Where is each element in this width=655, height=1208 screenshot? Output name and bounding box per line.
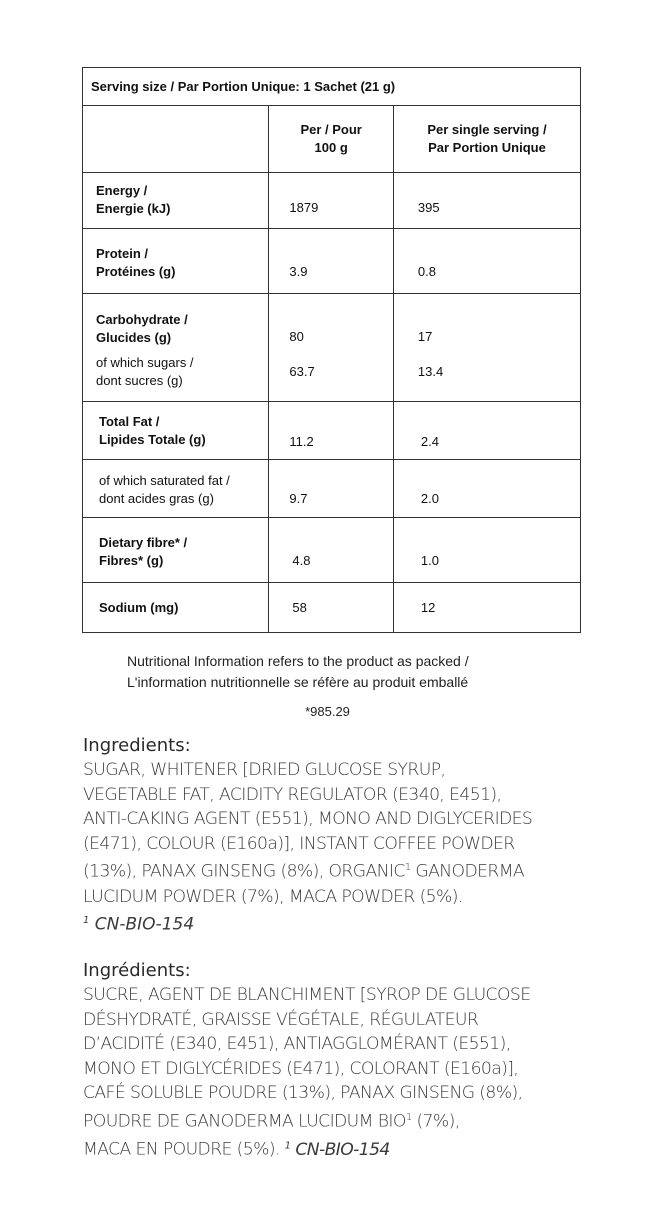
sugars-label-2: dont sucres (g) bbox=[96, 373, 183, 388]
fat-label-2: Lipides Totale (g) bbox=[99, 432, 206, 447]
notes-line-2: L'information nutritionnelle se réfère au produit emballé bbox=[127, 674, 469, 690]
ingredients-fr-note: CN-BIO-154 bbox=[295, 1140, 390, 1161]
table-row-total-fat bbox=[83, 402, 581, 460]
carbohydrate-label-1: Carbohydrate / bbox=[96, 312, 188, 327]
carbohydrate-serving-cell bbox=[393, 294, 580, 402]
protein-label-1: Protein / bbox=[96, 246, 149, 261]
energy-serving-cell bbox=[393, 173, 580, 229]
ingredients-fr-line-6b: (7%), bbox=[416, 1111, 460, 1132]
ingredients-en-line-5: (13%), PANAX GINSENG (8%), ORGANIC bbox=[83, 862, 405, 883]
nutrition-table bbox=[82, 67, 581, 633]
protein-per100-cell bbox=[269, 229, 394, 294]
blank-header-cell bbox=[83, 106, 269, 173]
ingredients-en-certification bbox=[83, 909, 623, 937]
satfat-per100-cell bbox=[269, 460, 394, 518]
satfat-per100-value: 9.7 bbox=[289, 491, 308, 506]
table-row-fibre bbox=[83, 518, 581, 583]
fat-per100-value: 11.2 bbox=[289, 434, 314, 449]
energy-serving-value: 395 bbox=[417, 200, 440, 215]
fat-label-cell bbox=[83, 402, 269, 460]
table-row-protein bbox=[83, 229, 581, 294]
ingredients-fr-bio-sup: 1 bbox=[405, 1111, 412, 1123]
ingredients-en-note: CN-BIO-154 bbox=[94, 914, 195, 935]
protein-label-2: Protéines (g) bbox=[96, 264, 176, 279]
satfat-serving-value: 2.0 bbox=[420, 491, 439, 506]
ingredients-en-line-5b: GANODERMA bbox=[415, 862, 525, 883]
ingredients-fr-title: Ingrédients: bbox=[83, 960, 191, 981]
fat-label-1: Total Fat / bbox=[99, 414, 160, 429]
nutrition-table-container bbox=[82, 67, 581, 633]
protein-per100-value: 3.9 bbox=[289, 264, 308, 279]
fat-serving-cell bbox=[393, 402, 580, 460]
satfat-label-2: dont acides gras (g) bbox=[99, 491, 214, 506]
satfat-label-cell bbox=[83, 460, 269, 518]
satfat-label-1: of which saturated fat / bbox=[99, 473, 230, 488]
ingredients-fr-note-sup: 1 bbox=[284, 1140, 291, 1152]
ingredients-fr-line-2: DÉSHYDRATÉ, GRAISSE VÉGÉTALE, RÉGULATEUR bbox=[83, 1009, 479, 1030]
energy-label-cell bbox=[83, 173, 269, 229]
notes-footnote: *985.29 bbox=[305, 704, 350, 719]
sodium-serving-cell bbox=[393, 583, 580, 633]
sugars-label-1: of which sugars / bbox=[96, 355, 194, 370]
nutrition-notes bbox=[0, 651, 655, 721]
energy-label-2: Energie (kJ) bbox=[96, 201, 171, 216]
table-row-saturated-fat bbox=[83, 460, 581, 518]
ingredients-fr-line-7: MACA EN POUDRE (5%). bbox=[83, 1140, 285, 1161]
sodium-per100-cell bbox=[269, 583, 394, 633]
energy-per100-cell bbox=[269, 173, 394, 229]
energy-per100-value: 1879 bbox=[289, 200, 319, 215]
sodium-label: Sodium (mg) bbox=[99, 600, 179, 615]
fibre-label-2: Fibres* (g) bbox=[99, 553, 164, 568]
protein-serving-cell bbox=[393, 229, 580, 294]
per-serving-header-line1: Per single serving / bbox=[427, 122, 547, 137]
fibre-serving-value: 1.0 bbox=[420, 553, 439, 568]
table-row-carbohydrate bbox=[83, 294, 581, 402]
ingredients-en-text bbox=[83, 758, 623, 909]
ingredients-en-line-6: LUCIDUM POWDER (7%), MACA POWDER (5%). bbox=[83, 886, 463, 907]
ingredients-en-line-2: VEGETABLE FAT, ACIDITY REGULATOR (E340, E451), bbox=[83, 784, 502, 805]
sodium-serving-value: 12 bbox=[420, 600, 436, 615]
ingredients-en-line-1: SUGAR, WHITENER [DRIED GLUCOSE SYRUP, bbox=[83, 760, 446, 780]
notes-line-1: Nutritional Information refers to the product as packed / bbox=[127, 653, 469, 669]
ingredients-fr-text bbox=[83, 983, 623, 1163]
ingredients-fr-line-3: D’ACIDITÉ (E340, E451), ANTIAGGLOMÉRANT (E551), bbox=[83, 1034, 511, 1055]
ingredients-english bbox=[83, 734, 623, 938]
fibre-serving-cell bbox=[393, 518, 580, 583]
sugars-per100-value: 63.7 bbox=[289, 364, 315, 379]
serving-size-header: Serving size / Par Portion Unique: 1 Sachet (21 g) bbox=[83, 68, 581, 106]
per-serving-header-line2: Par Portion Unique bbox=[428, 140, 546, 155]
table-row-energy bbox=[83, 173, 581, 229]
fibre-per100-value: 4.8 bbox=[292, 553, 311, 568]
ingredients-french bbox=[83, 959, 623, 1163]
ingredients-fr-line-4: MONO ET DIGLYCÉRIDES (E471), COLORANT (E160a)], bbox=[83, 1058, 519, 1079]
ingredients-en-line-4: (E471), COLOUR (E160a)], INSTANT COFFEE POWDER bbox=[83, 833, 515, 854]
ingredients-fr-line-5: CAFÉ SOLUBLE POUDRE (13%), PANAX GINSENG (8%), bbox=[83, 1083, 523, 1104]
per-serving-header bbox=[393, 106, 580, 173]
per-100g-header bbox=[269, 106, 394, 173]
fibre-label-cell bbox=[83, 518, 269, 583]
fat-serving-value: 2.4 bbox=[420, 434, 439, 449]
carbohydrate-per100-value: 80 bbox=[289, 329, 304, 344]
ingredients-en-organic-sup: 1 bbox=[404, 862, 411, 874]
ingredients-fr-line-6: POUDRE DE GANODERMA LUCIDUM BIO bbox=[83, 1111, 406, 1132]
fat-per100-cell bbox=[269, 402, 394, 460]
fibre-label-1: Dietary fibre* / bbox=[99, 535, 188, 550]
ingredients-en-line-3: ANTI-CAKING AGENT (E551), MONO AND DIGLYCERIDES bbox=[83, 809, 533, 830]
fibre-per100-cell bbox=[269, 518, 394, 583]
ingredients-en-title: Ingredients: bbox=[83, 735, 191, 756]
carbohydrate-per100-cell bbox=[269, 294, 394, 402]
satfat-serving-cell bbox=[393, 460, 580, 518]
per-100g-header-line2: 100 g bbox=[314, 140, 348, 155]
sodium-per100-value: 58 bbox=[292, 600, 307, 615]
carbohydrate-label-2: Glucides (g) bbox=[96, 330, 172, 345]
sodium-label-cell bbox=[83, 583, 269, 633]
ingredients-en-note-sup: 1 bbox=[83, 915, 90, 927]
energy-label-1: Energy / bbox=[96, 183, 148, 198]
protein-serving-value: 0.8 bbox=[417, 264, 436, 279]
carbohydrate-label-cell bbox=[83, 294, 269, 402]
protein-label-cell bbox=[83, 229, 269, 294]
sugars-serving-value: 13.4 bbox=[417, 364, 444, 379]
per-100g-header-line1: Per / Pour bbox=[300, 122, 362, 137]
carbohydrate-serving-value: 17 bbox=[417, 329, 433, 344]
ingredients-fr-line-1: SUCRE, AGENT DE BLANCHIMENT [SYROP DE GLUCOSE bbox=[83, 985, 531, 1005]
table-row-sodium bbox=[83, 583, 581, 633]
ingredients-fr-certification bbox=[285, 1140, 390, 1160]
